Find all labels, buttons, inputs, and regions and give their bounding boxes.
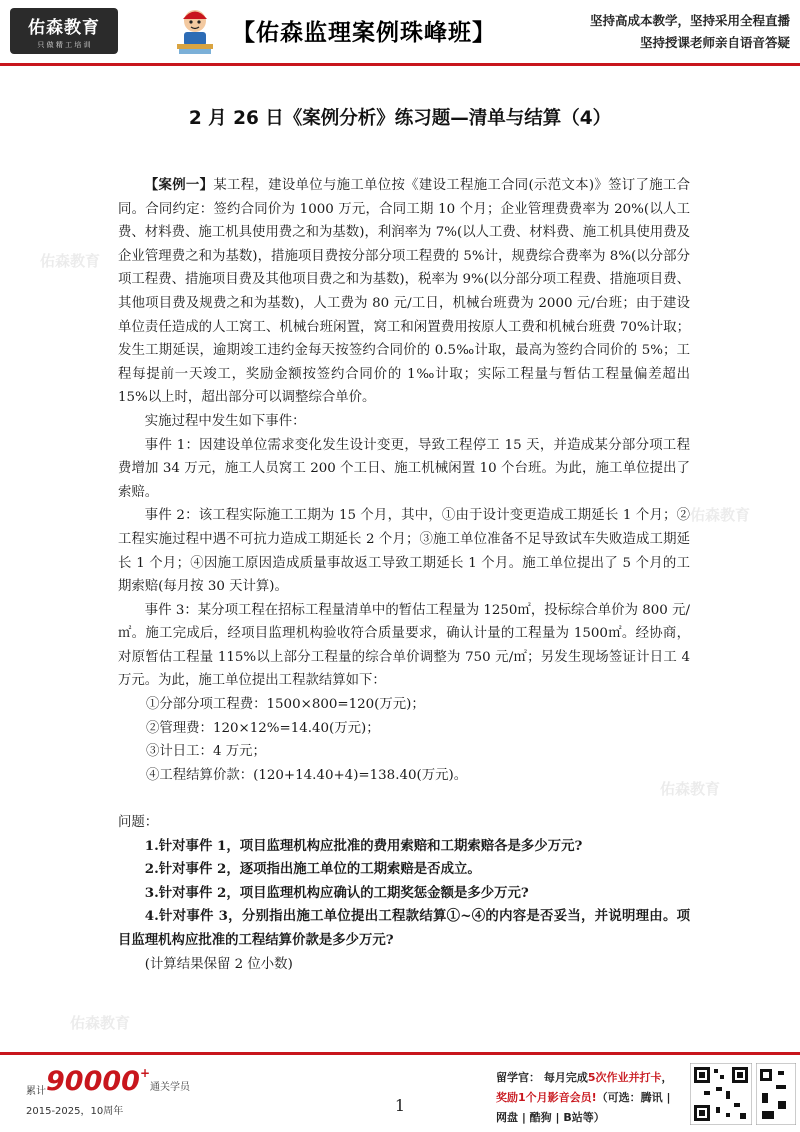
header-title: 【佑森监理案例珠峰班】 [232,20,496,46]
case-text: 某工程，建设单位与施工单位按《建设工程施工合同(示范文本)》签订了施工合同。合同约定：签约合同价为 1000 万元，合同工期 10 个月；企业管理费费率为 20%(以人工费、材料费、施工机具使用费之和为基数)，利润率为 7%(以人工费、材料费、施工机具使用费及企业管理费之和为基数)，措施项目费按分部分项工程费的 5%计，规费综合费率为 8%(以分部分项工程费、措施项目费及其他项目费之和为基数)，税率为 9%(以分部分项工程费、措施项目费、其他项目费及规费之和为基数)，人工费为 80 元/工日，机械台班费为 2000 元/台班；由于建设单位责任造成的人工窝工、机械台班闲置，窝工和闲置费用按原人工费和机械台班费 70%计取；发生工期延误，逾期竣工违约金每天按签约合同价的 0.5‰计取，最高为签约合同价的 5%；工程每提前一天竣工，奖励金额按签约合同价的 1‰计取；实际工程量与暂估工程量偏差超出 15%以上时，超出部分可以调整综合单价。 [118,178,691,406]
promo-text [496,1068,682,1128]
logo-text: 佑森教育 [28,17,100,38]
document-body [118,174,690,976]
question-item: 1.针对事件 1，项目监理机构应批准的费用索赔和工期索赔各是多少万元? [144,837,583,854]
questions-label: 问题： [118,815,159,831]
calc-item: ④工程结算价款：(120+14.40+4)=138.40(万元)。 [146,767,468,783]
calc-item: ③计日工：4 万元； [146,744,266,760]
anniversary-text: 2015-2025，10周年 [26,1106,124,1117]
promo-reward: 奖励1个月影音会员! [496,1091,597,1104]
calc-note: (计算结果保留 2 位小数) [144,956,293,972]
qr-code-secondary-icon[interactable] [756,1063,796,1125]
case-paragraph [118,174,690,410]
promo-options: （可选：腾讯 | [596,1091,671,1104]
logo-subtext: 只 做 精 工 培 训 [37,40,91,49]
case-label: 【案例一】 [144,177,214,193]
footer-divider [0,1052,800,1055]
slogan-line-2: 坚持授课老师亲自语音答疑 [639,35,790,50]
watermark: 佑森教育 [40,252,101,270]
events-intro: 实施过程中发生如下事件： [144,413,306,429]
question-item: 4.针对事件 3，分别指出施工单位提出工程款结算①~④的内容是否妥当，并说明理由。项目监理机构应批准的工程结算价款是多少万元? [118,908,690,948]
watermark: 佑森教育 [660,780,721,798]
brand-logo [10,8,118,54]
question-item: 2.针对事件 2，逐项指出施工单位的工期索赔是否成立。 [144,861,481,878]
event-2: 事件 2：该工程实际施工工期为 15 个月，其中，①由于设计变更造成工期延长 1 个月；②工程实施过程中遇不可抗力造成工期延长 2 个月；③施工单位准备不足导致试车失败造成工期延长 1 个月；④因施工原因造成质量事故返工导致工期延长 1 个月。施工单位提出了 5 个月的工期索赔(每月按 30 天计算)。 [118,508,690,595]
header-divider [0,63,800,66]
header-slogan [590,10,790,54]
event-3: 事件 3：某分项工程在招标工程量清单中的暂估工程量为 1250㎡，投标综合单价为 800 元/㎡。施工完成后，经项目监理机构验收符合质量要求，确认计量的工程量为 1500㎡。经协商，对原暂估工程量 115%以上部分工程量的综合单价调整为 750 元/㎡；另发生现场签证计日工 4 万元。为此，施工单位提出工程款结算如下： [118,602,690,689]
count-plus: + [139,1066,150,1080]
calc-item: ①分部分项工程费：1500×800=120(万元)； [146,697,425,713]
slogan-line-1: 坚持高成本教学，坚持采用全程直播 [589,13,790,28]
page-header [0,0,800,64]
promo-text-c: ， [661,1071,673,1084]
promo-options-line: 网盘 | 酷狗 | B站等） [496,1111,605,1124]
event-1: 事件 1：因建设单位需求变化发生设计变更，导致工程停工 15 天，并造成某分部分项工程费增加 34 万元，施工人员窝工 200 个工日、施工机械闲置 10 个台班。为此，施工单位提出了索赔。 [118,437,690,500]
count-number: 90000 [46,1066,140,1097]
promo-text-a: 留学官： 每月完成 [496,1071,588,1084]
student-count [26,1066,190,1097]
qr-code-icon[interactable] [690,1063,752,1125]
mascot-icon [172,6,218,58]
promo-highlight: 5次作业并打卡 [587,1071,662,1084]
watermark: 佑森教育 [690,506,751,524]
watermark: 佑森教育 [70,1014,131,1032]
page-number: 1 [394,1096,406,1115]
page-title: 2 月 26 日《案例分析》练习题—清单与结算（4） [188,108,612,129]
question-item: 3.针对事件 2，项目监理机构应确认的工期奖惩金额是多少万元? [144,884,529,901]
calc-item: ②管理费：120×12%=14.40(万元)； [146,720,380,736]
count-suffix: 通关学员 [150,1082,190,1093]
count-prefix: 累计 [26,1086,46,1097]
